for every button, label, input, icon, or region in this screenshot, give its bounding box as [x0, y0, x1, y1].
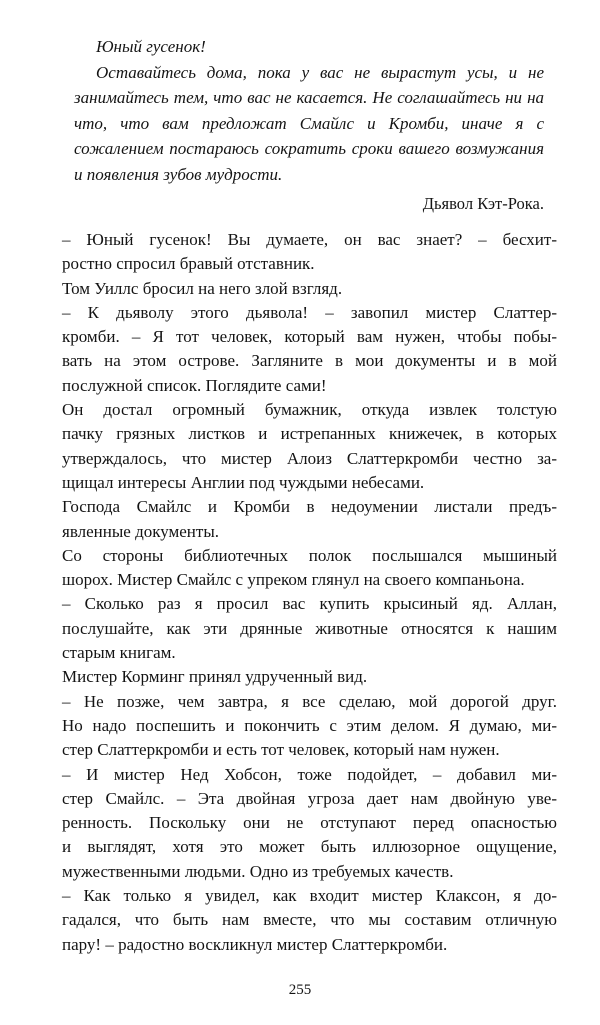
text-line: – Не позже, чем завтра, я все сделаю, мой дорогой друг.	[62, 691, 557, 711]
text-line: вать на этом острове. Загляните в мои документы и в мой	[62, 351, 557, 371]
text-line: явленные документы.	[62, 521, 220, 541]
text-line: кромби. – Я тот человек, который вам нужен, чтобы побы-	[62, 327, 557, 347]
text-line: – И мистер Нед Хобсон, тоже подойдет, – добавил ми-	[62, 764, 557, 784]
text-line: стер Слаттеркромби и есть тот человек, который нам нужен.	[62, 740, 500, 760]
text-line: пачку грязных листков и истрепанных книжечек, в которых	[62, 424, 557, 444]
paragraph	[62, 398, 557, 495]
epigraph-salutation: Юный гусенок!	[96, 37, 206, 56]
text-line: пару! – радостно воскликнул мистер Слаттеркромби.	[62, 934, 448, 954]
text-line: шорох. Мистер Смайлс с упреком глянул на своего компаньона.	[62, 570, 525, 590]
text-line: мужественными людьми. Одно из требуемых качеств.	[62, 861, 454, 881]
text-line: послушайте, как эти дрянные животные относятся к нашим	[62, 618, 557, 638]
text-line: старым книгам.	[62, 643, 176, 663]
text-line: Он достал огромный бумажник, откуда извлек толстую	[62, 400, 557, 420]
text-line: утверждалось, что мистер Алоиз Слаттеркромби честно за-	[62, 448, 557, 468]
text-line: – Сколько раз я просил вас купить крысиный яд. Аллан,	[62, 594, 557, 614]
text-line: Том Уиллс бросил на него злой взгляд.	[62, 278, 343, 298]
paragraph	[62, 301, 557, 398]
text-line: Мистер Корминг принял удрученный вид.	[62, 667, 368, 687]
text-line: – Как только я увидел, как входит мистер Клаксон, я до-	[62, 886, 557, 906]
epigraph-text: Оставайтесь дома, пока у вас не вырастут усы, и не занимайтесь тем, что вас не касается. Не соглашайтесь ни на что, что вам предложат Смайлс и Кромби, иначе я с сожалением постараюсь сократить сроки вашего возмужания и появления зубов мудрости.	[74, 62, 544, 184]
text-line: и выглядят, хотя это может быть иллюзорное ощущение,	[62, 837, 557, 857]
paragraph	[62, 495, 557, 544]
main-text	[62, 228, 557, 957]
epigraph	[74, 34, 544, 217]
text-line: послужной список. Поглядите сами!	[62, 375, 327, 395]
paragraph	[62, 228, 557, 277]
paragraph	[62, 665, 557, 689]
paragraph	[62, 763, 557, 884]
text-line: – Юный гусенок! Вы думаете, он вас знает? – бесхит-	[62, 230, 557, 249]
text-line: ренность. Поскольку они не отступают перед опасностью	[62, 813, 557, 833]
text-line: – К дьяволу этого дьявола! – завопил мистер Слаттер-	[62, 302, 557, 322]
paragraph	[62, 544, 557, 593]
text-line: Но надо поспешить и покончить с этим делом. Я думаю, ми-	[62, 715, 557, 735]
paragraph	[62, 592, 557, 665]
text-line: Господа Смайлс и Кромби в недоумении листали предъ-	[62, 497, 557, 517]
paragraph	[62, 690, 557, 763]
text-line: стер Смайлс. – Эта двойная угроза дает нам двойную уве-	[62, 788, 557, 808]
text-line: Со стороны библиотечных полок послышался мышиный	[62, 545, 557, 565]
epigraph-signature: Дьявол Кэт-Рока.	[422, 194, 544, 213]
paragraph	[62, 277, 557, 301]
text-line: гадался, что быть нам вместе, что мы составим отличную	[62, 910, 557, 930]
text-line: щищал интересы Англии под чуждыми небесами.	[62, 472, 425, 492]
text-line: ростно спросил бравый отставник.	[62, 254, 315, 274]
page-number: 255	[288, 982, 312, 998]
paragraph	[62, 884, 557, 957]
